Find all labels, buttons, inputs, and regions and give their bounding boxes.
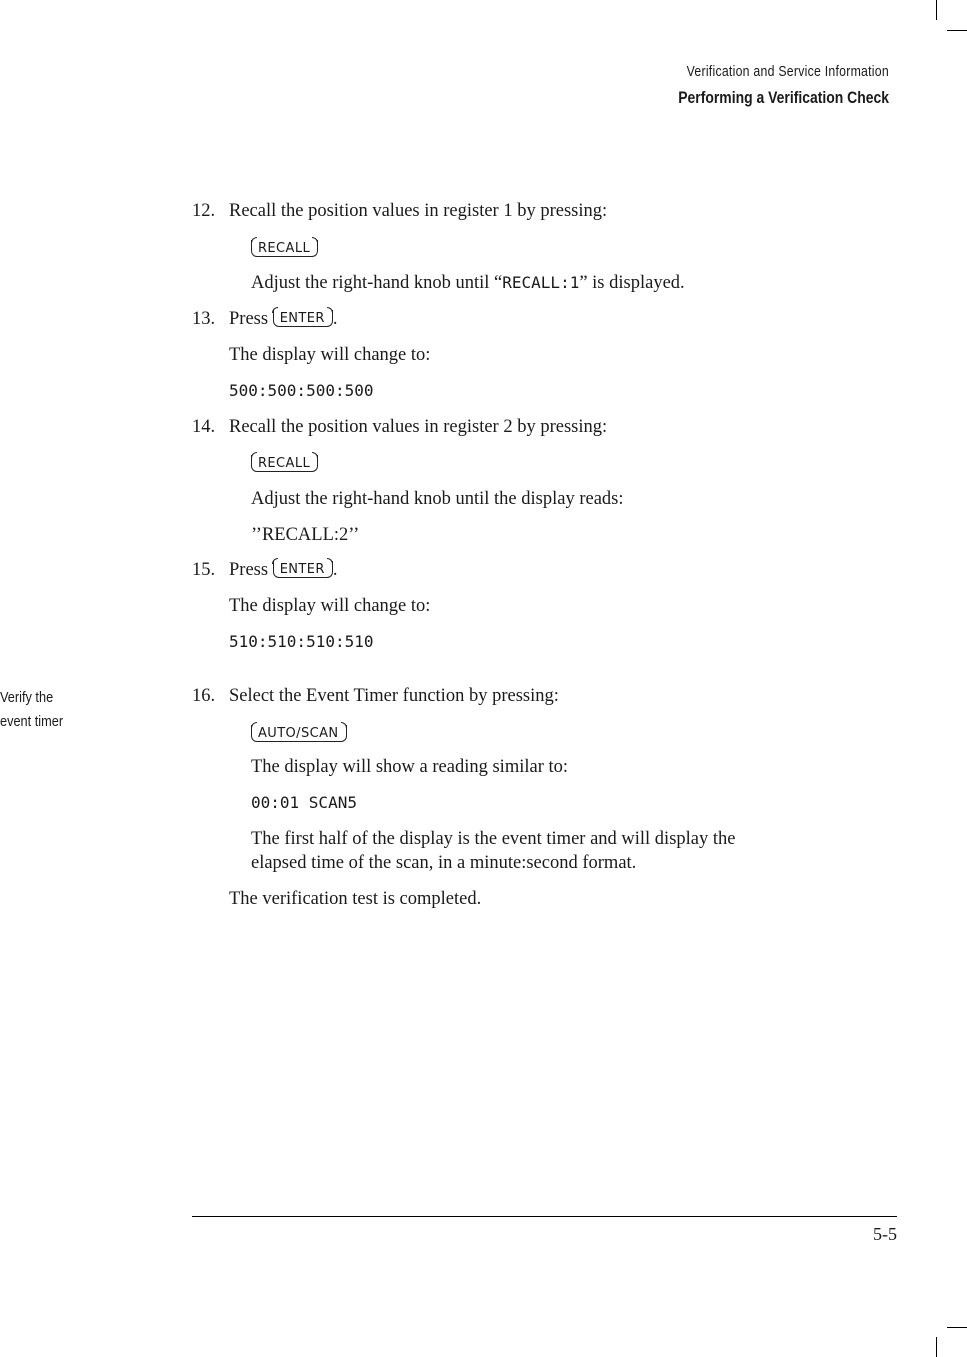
enter-key: ENTER xyxy=(273,310,333,327)
margin-note-line2: event timer xyxy=(0,713,64,730)
step-15-text: The display will change to: xyxy=(229,596,431,616)
step-12-detail xyxy=(251,271,685,295)
step-number: 14. xyxy=(192,417,216,437)
step-text: Recall the position values in register 1 by pressing: xyxy=(229,201,608,221)
step-15-display: 510:510:510:510 xyxy=(229,632,374,651)
step-16-display: 00:01 SCAN5 xyxy=(251,793,357,812)
step-number: 15. xyxy=(192,560,216,580)
detail-text-post: ” is displayed. xyxy=(579,273,685,293)
margin-note xyxy=(0,686,63,734)
press-label: Press xyxy=(229,560,269,580)
recall-key: RECALL xyxy=(251,240,318,257)
step-14-detail: Adjust the right-hand knob until the display reads: xyxy=(251,489,624,509)
recall-key: RECALL xyxy=(251,455,318,472)
step-number: 13. xyxy=(192,309,216,329)
crop-mark-bottom-horizontal xyxy=(947,1327,967,1328)
step-13-display: 500:500:500:500 xyxy=(229,381,374,400)
detail-text-pre: Adjust the right-hand knob until “ xyxy=(251,273,503,293)
step-14-quote: ’’RECALL:2’’ xyxy=(251,525,360,545)
section-title: Performing a Verification Check xyxy=(678,88,889,107)
running-header xyxy=(632,60,889,112)
step-14 xyxy=(192,415,607,439)
step-16 xyxy=(192,684,559,708)
step-number: 16. xyxy=(192,686,216,706)
auto-scan-key: AUTO/SCAN xyxy=(251,725,347,742)
chapter-title: Verification and Service Information xyxy=(686,63,889,80)
crop-mark-bottom-vertical xyxy=(936,1337,937,1357)
step-15 xyxy=(192,558,337,582)
step-12-key-row xyxy=(251,237,318,261)
crop-mark-top-horizontal xyxy=(947,30,967,31)
step-text: Select the Event Timer function by pressing: xyxy=(229,686,559,706)
page-number: 5-5 xyxy=(873,1224,897,1244)
enter-key: ENTER xyxy=(273,561,333,578)
step-16-key-row xyxy=(251,722,347,746)
crop-mark-top-vertical xyxy=(936,0,937,20)
detail-code: RECALL:1 xyxy=(502,273,580,292)
period: . xyxy=(332,560,338,580)
step-16-explain-line2: elapsed time of the scan, in a minute:second format. xyxy=(251,853,637,873)
step-text: Recall the position values in register 2 by pressing: xyxy=(229,417,608,437)
step-12 xyxy=(192,199,607,223)
closing-statement: The verification test is completed. xyxy=(229,889,482,909)
step-16-detail: The display will show a reading similar to: xyxy=(251,757,569,777)
footer-rule xyxy=(192,1216,897,1217)
step-number: 12. xyxy=(192,201,216,221)
step-16-explain-line1: The first half of the display is the event timer and will display the xyxy=(251,829,736,849)
step-14-key-row xyxy=(251,452,318,476)
press-label: Press xyxy=(229,309,269,329)
step-13 xyxy=(192,307,337,331)
margin-note-line1: Verify the xyxy=(0,689,54,706)
period: . xyxy=(332,309,338,329)
step-13-text: The display will change to: xyxy=(229,345,431,365)
